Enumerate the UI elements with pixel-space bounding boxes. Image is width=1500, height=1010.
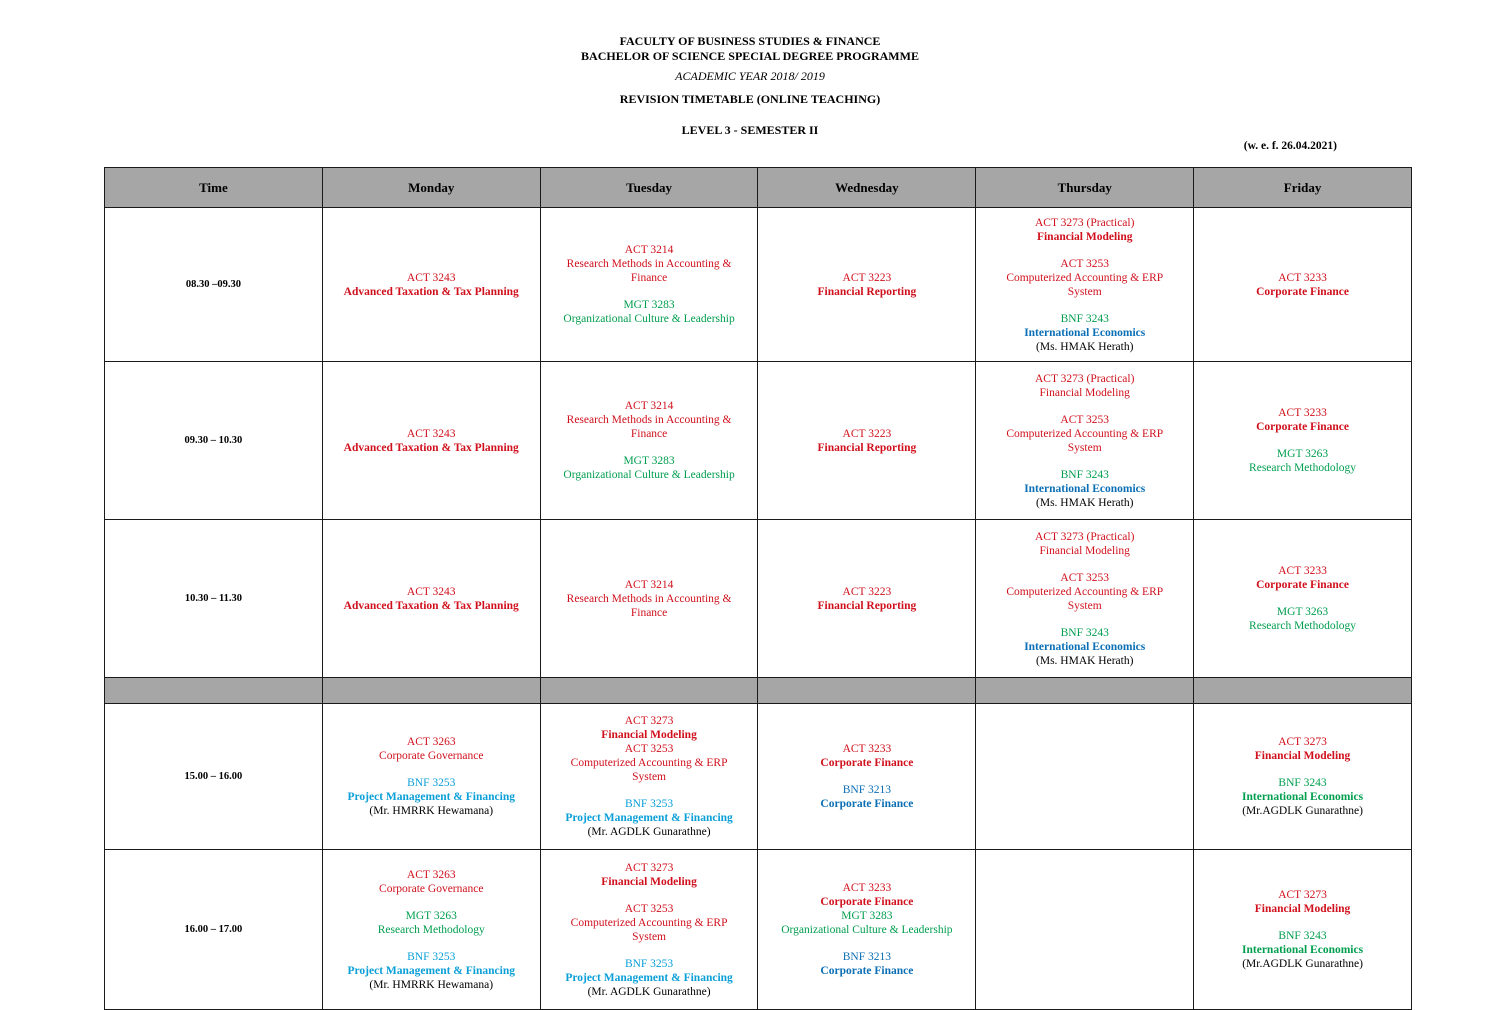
course-code: BNF 3243 bbox=[1278, 777, 1327, 789]
course-name: Corporate Finance bbox=[1256, 421, 1350, 433]
course-entry bbox=[1021, 216, 1148, 244]
lecturer-name: (Mr.AGDLK Gunarathne) bbox=[1242, 805, 1363, 817]
course-code: ACT 3233 bbox=[842, 743, 892, 755]
course-code: BNF 3243 bbox=[1060, 312, 1109, 325]
course-code: BNF 3213 bbox=[842, 784, 892, 796]
cell-thursday bbox=[976, 362, 1194, 520]
course-entry bbox=[1021, 530, 1148, 558]
lecturer-name: (Ms. HMAK Herath) bbox=[1036, 340, 1134, 353]
cell-thursday bbox=[976, 704, 1194, 850]
academic-year: ACADEMIC YEAR 2018/ 2019 bbox=[675, 69, 825, 83]
course-name: Advanced Taxation & Tax Planning bbox=[343, 285, 519, 298]
course-name: Financial Modeling bbox=[1254, 750, 1351, 762]
cell-tuesday bbox=[540, 362, 758, 520]
course-entry bbox=[541, 902, 758, 944]
course-entry bbox=[330, 271, 533, 299]
course-entry bbox=[976, 257, 1193, 299]
course-name: International Economics bbox=[1024, 482, 1146, 495]
course-entry bbox=[365, 735, 497, 763]
course-code: BNF 3243 bbox=[1060, 626, 1109, 639]
course-entry bbox=[804, 427, 931, 455]
course-code: ACT 3233 bbox=[1278, 565, 1327, 577]
time-slot-row bbox=[105, 850, 1412, 1010]
course-entry bbox=[976, 571, 1193, 613]
course-entry bbox=[804, 271, 931, 299]
col-header-tuesday: Tuesday bbox=[540, 168, 758, 208]
course-entry bbox=[1235, 605, 1370, 633]
course-code: ACT 3273 bbox=[624, 861, 674, 874]
course-name: Computerized Accounting & ERP System bbox=[1006, 585, 1164, 612]
course-entry bbox=[551, 957, 746, 999]
course-name: Project Management & Financing bbox=[565, 971, 733, 984]
course-entry bbox=[976, 413, 1193, 455]
course-name: Organizational Culture & Leadership bbox=[781, 924, 953, 936]
course-name: Project Management & Financing bbox=[347, 964, 515, 977]
course-entry bbox=[1010, 312, 1159, 354]
course-entry bbox=[806, 783, 927, 811]
course-code: ACT 3253 bbox=[1060, 257, 1110, 270]
cell-tuesday bbox=[540, 704, 758, 850]
course-entry bbox=[541, 243, 758, 285]
cell-monday bbox=[322, 208, 540, 362]
course-entry bbox=[806, 950, 927, 978]
course-code: MGT 3263 bbox=[405, 909, 457, 922]
course-name: Research Methods in Accounting & Finance bbox=[566, 592, 732, 619]
course-entry bbox=[541, 578, 758, 620]
course-code: ACT 3273 (Practical) bbox=[1035, 372, 1135, 385]
cell-tuesday bbox=[540, 850, 758, 1010]
course-code: ACT 3214 bbox=[624, 400, 674, 412]
cell-thursday bbox=[976, 208, 1194, 362]
lecturer-name: (Mr.AGDLK Gunarathne) bbox=[1242, 958, 1363, 970]
break-cell bbox=[540, 678, 758, 704]
course-name: Organizational Culture & Leadership bbox=[563, 469, 735, 481]
course-entry bbox=[330, 585, 533, 613]
course-name: Corporate Finance bbox=[820, 757, 914, 769]
cell-monday bbox=[322, 520, 540, 678]
course-code: ACT 3263 bbox=[406, 868, 456, 881]
course-entry bbox=[1242, 271, 1363, 299]
cell-monday bbox=[322, 704, 540, 850]
course-code: ACT 3223 bbox=[842, 271, 892, 284]
cell-wednesday bbox=[758, 704, 976, 850]
cell-thursday bbox=[976, 850, 1194, 1010]
course-name: International Economics bbox=[1242, 791, 1364, 803]
lecturer-name: (Ms. HMAK Herath) bbox=[1036, 496, 1134, 509]
course-code: ACT 3273 bbox=[624, 715, 674, 727]
course-code: ACT 3273 bbox=[1278, 736, 1327, 748]
course-name: Financial Modeling bbox=[1039, 386, 1130, 399]
course-name: Computerized Accounting & ERP System bbox=[1006, 271, 1164, 298]
time-slot: 10.30 – 11.30 bbox=[105, 520, 323, 678]
time-slot-row bbox=[105, 704, 1412, 850]
course-code: MGT 3283 bbox=[841, 910, 893, 922]
course-name: Computerized Accounting & ERP System bbox=[570, 916, 728, 943]
time-slot-row bbox=[105, 520, 1412, 678]
course-entry bbox=[551, 797, 746, 839]
cell-friday bbox=[1194, 208, 1412, 362]
course-name: Computerized Accounting & ERP System bbox=[570, 757, 728, 783]
course-name: Financial Modeling bbox=[1039, 544, 1130, 557]
course-code: BNF 3253 bbox=[624, 798, 674, 810]
course-entry bbox=[549, 454, 748, 482]
course-code: ACT 3214 bbox=[624, 244, 674, 256]
course-code: BNF 3253 bbox=[407, 950, 456, 963]
course-entry bbox=[1242, 564, 1363, 592]
course-code: ACT 3253 bbox=[1060, 413, 1110, 426]
col-header-wednesday: Wednesday bbox=[758, 168, 976, 208]
timetable-body bbox=[105, 208, 1412, 1010]
cell-monday bbox=[322, 850, 540, 1010]
lecturer-name: (Mr. AGDLK Gunarathne) bbox=[587, 985, 711, 998]
course-code: ACT 3243 bbox=[406, 427, 456, 440]
course-entry bbox=[334, 950, 529, 992]
course-name: Computerized Accounting & ERP System bbox=[1006, 427, 1164, 454]
timetable-title: REVISION TIMETABLE (ONLINE TEACHING) bbox=[619, 92, 881, 106]
course-name: Corporate Finance bbox=[820, 896, 914, 908]
course-name: International Economics bbox=[1024, 640, 1146, 653]
cell-friday bbox=[1194, 520, 1412, 678]
course-entry bbox=[806, 742, 927, 770]
break-cell bbox=[1194, 678, 1412, 704]
course-code: ACT 3253 bbox=[1060, 571, 1110, 584]
course-code: ACT 3273 (Practical) bbox=[1035, 530, 1135, 543]
cell-tuesday bbox=[540, 520, 758, 678]
course-name: Research Methodology bbox=[1249, 620, 1357, 632]
course-name: Corporate Finance bbox=[820, 798, 914, 810]
course-entry bbox=[767, 909, 966, 937]
lecturer-name: (Mr. HMRRK Hewamana) bbox=[369, 805, 494, 817]
header-row bbox=[105, 168, 1412, 208]
course-code: MGT 3263 bbox=[1276, 448, 1329, 460]
cell-wednesday bbox=[758, 362, 976, 520]
course-entry bbox=[549, 298, 748, 326]
course-name: Research Methodology bbox=[377, 923, 485, 936]
course-code: ACT 3223 bbox=[842, 427, 892, 440]
course-code: ACT 3214 bbox=[624, 578, 674, 591]
lecturer-name: (Ms. HMAK Herath) bbox=[1036, 654, 1134, 667]
cell-wednesday bbox=[758, 520, 976, 678]
course-entry bbox=[365, 868, 497, 896]
course-code: BNF 3213 bbox=[842, 951, 892, 963]
course-name: Financial Modeling bbox=[601, 729, 697, 741]
course-entry bbox=[1242, 406, 1363, 434]
break-cell bbox=[758, 678, 976, 704]
col-header-time: Time bbox=[105, 168, 323, 208]
course-entry bbox=[1021, 372, 1148, 400]
course-name: Research Methods in Accounting & Finance bbox=[566, 258, 732, 284]
course-code: BNF 3243 bbox=[1060, 468, 1109, 481]
cell-thursday bbox=[976, 520, 1194, 678]
cell-wednesday bbox=[758, 208, 976, 362]
lecturer-name: (Mr. AGDLK Gunarathne) bbox=[587, 826, 711, 838]
level-semester: LEVEL 3 - SEMESTER II bbox=[681, 123, 819, 137]
course-code: ACT 3263 bbox=[406, 736, 456, 748]
course-name: Corporate Finance bbox=[820, 965, 914, 977]
course-entry bbox=[1228, 776, 1377, 818]
course-name: Research Methodology bbox=[1249, 462, 1357, 474]
course-name: Financial Modeling bbox=[1036, 230, 1133, 243]
cell-monday bbox=[322, 362, 540, 520]
course-name: Corporate Finance bbox=[1256, 579, 1350, 591]
course-entry bbox=[1235, 447, 1370, 475]
course-code: BNF 3243 bbox=[1278, 930, 1327, 942]
course-name: Project Management & Financing bbox=[565, 812, 733, 824]
course-name: Corporate Governance bbox=[379, 750, 484, 762]
time-slot: 09.30 – 10.30 bbox=[105, 362, 323, 520]
course-entry bbox=[1010, 626, 1159, 668]
course-code: ACT 3233 bbox=[1278, 271, 1327, 284]
break-row bbox=[105, 678, 1412, 704]
col-header-thursday: Thursday bbox=[976, 168, 1194, 208]
time-slot-row bbox=[105, 208, 1412, 362]
course-code: MGT 3263 bbox=[1276, 606, 1329, 618]
course-code: ACT 3233 bbox=[842, 882, 892, 894]
course-code: ACT 3273 bbox=[1278, 889, 1327, 901]
course-name: International Economics bbox=[1242, 944, 1364, 956]
course-entry bbox=[334, 776, 529, 818]
cell-friday bbox=[1194, 850, 1412, 1010]
course-entry bbox=[364, 909, 499, 937]
course-name: Corporate Finance bbox=[1256, 285, 1350, 298]
course-entry bbox=[1241, 735, 1365, 763]
course-code: ACT 3253 bbox=[624, 743, 674, 755]
effective-date: (w. e. f. 26.04.2021) bbox=[1243, 140, 1337, 152]
time-slot: 16.00 – 17.00 bbox=[105, 850, 323, 1010]
course-name: Research Methods in Accounting & Finance bbox=[566, 414, 732, 440]
course-name: Advanced Taxation & Tax Planning bbox=[343, 441, 519, 454]
course-name: Financial Modeling bbox=[601, 875, 697, 888]
course-entry bbox=[1241, 888, 1365, 916]
course-entry bbox=[1010, 468, 1159, 510]
course-code: ACT 3253 bbox=[624, 902, 674, 915]
time-slot-row bbox=[105, 362, 1412, 520]
course-name: Corporate Governance bbox=[379, 882, 484, 895]
course-entry bbox=[587, 861, 711, 889]
time-slot: 08.30 –09.30 bbox=[105, 208, 323, 362]
cell-friday bbox=[1194, 704, 1412, 850]
break-cell bbox=[105, 678, 323, 704]
course-entry bbox=[587, 714, 711, 742]
course-code: BNF 3253 bbox=[407, 777, 456, 789]
course-entry bbox=[806, 881, 927, 909]
break-cell bbox=[976, 678, 1194, 704]
programme-title: BACHELOR OF SCIENCE SPECIAL DEGREE PROGRAMME bbox=[581, 49, 919, 63]
course-name: Financial Reporting bbox=[817, 599, 917, 612]
cell-tuesday bbox=[540, 208, 758, 362]
course-entry bbox=[541, 399, 758, 441]
course-code: BNF 3253 bbox=[624, 957, 674, 970]
course-name: Advanced Taxation & Tax Planning bbox=[343, 599, 519, 612]
col-header-friday: Friday bbox=[1194, 168, 1412, 208]
timetable bbox=[104, 167, 1412, 1010]
course-entry bbox=[330, 427, 533, 455]
course-code: ACT 3273 (Practical) bbox=[1035, 216, 1135, 229]
course-code: ACT 3243 bbox=[406, 585, 456, 598]
lecturer-name: (Mr. HMRRK Hewamana) bbox=[369, 978, 494, 991]
course-code: MGT 3283 bbox=[623, 455, 675, 467]
course-code: ACT 3233 bbox=[1278, 407, 1327, 419]
course-name: Financial Reporting bbox=[817, 441, 917, 454]
course-entry bbox=[1228, 929, 1377, 971]
course-name: Financial Reporting bbox=[817, 285, 917, 298]
faculty-title: FACULTY OF BUSINESS STUDIES & FINANCE bbox=[619, 34, 881, 48]
cell-friday bbox=[1194, 362, 1412, 520]
course-code: ACT 3243 bbox=[406, 271, 456, 284]
cell-wednesday bbox=[758, 850, 976, 1010]
col-header-monday: Monday bbox=[322, 168, 540, 208]
course-name: Project Management & Financing bbox=[347, 791, 515, 803]
course-entry bbox=[541, 742, 758, 784]
course-entry bbox=[804, 585, 931, 613]
course-name: Financial Modeling bbox=[1254, 903, 1351, 915]
course-name: International Economics bbox=[1024, 326, 1146, 339]
break-cell bbox=[322, 678, 540, 704]
course-code: ACT 3223 bbox=[842, 585, 892, 598]
course-name: Organizational Culture & Leadership bbox=[563, 313, 735, 325]
time-slot: 15.00 – 16.00 bbox=[105, 704, 323, 850]
course-code: MGT 3283 bbox=[623, 299, 675, 311]
